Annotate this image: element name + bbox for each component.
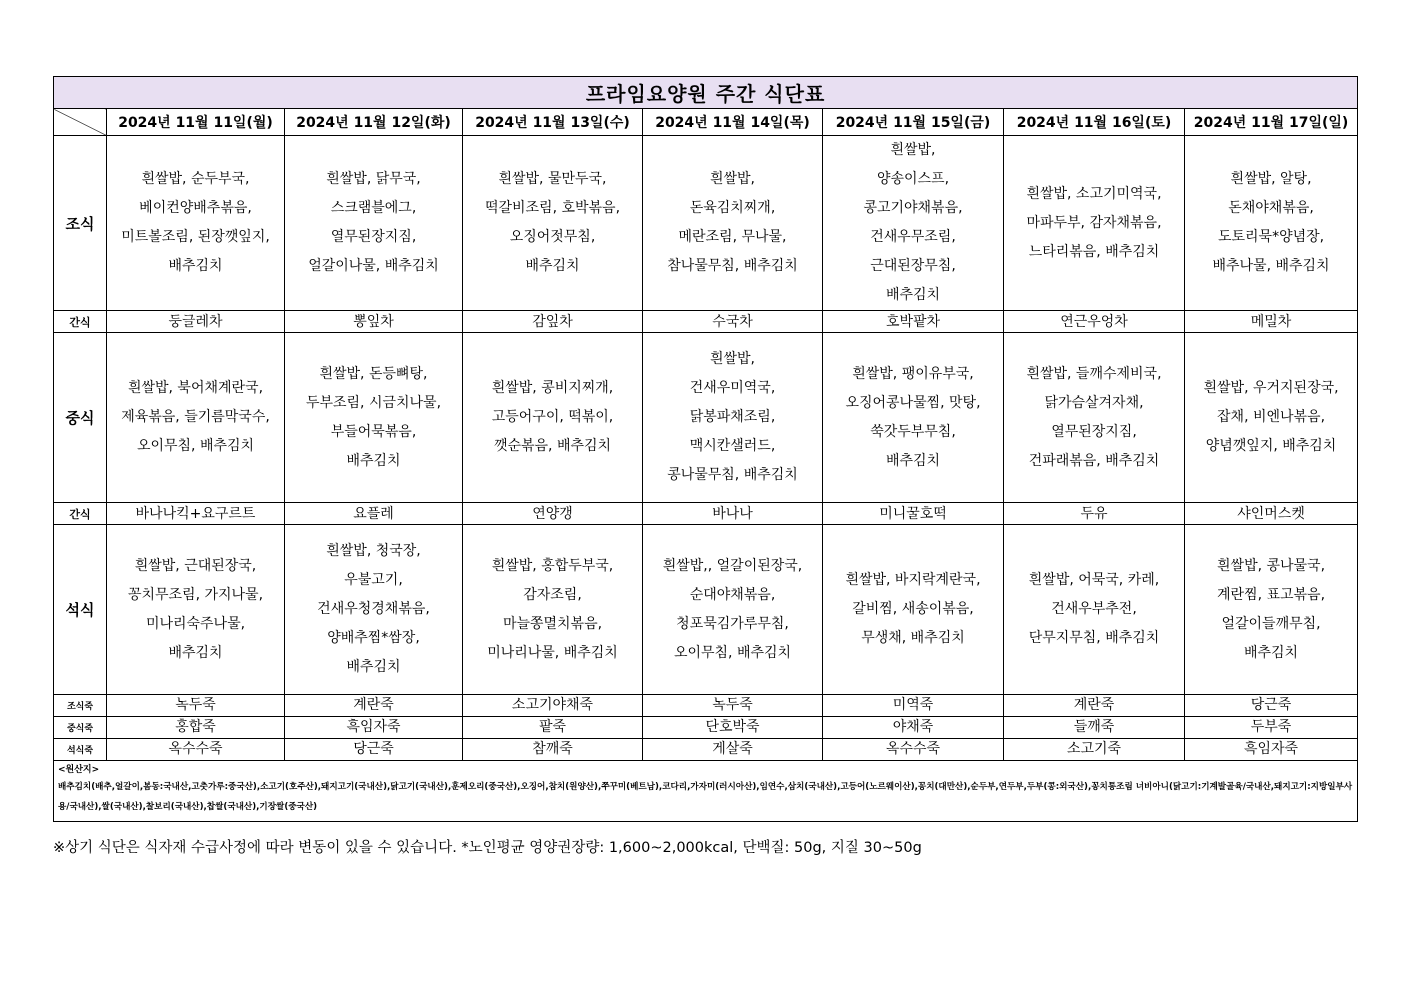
breakfast-cell: [1185, 136, 1358, 311]
menu-line: 오이무침, 배추김치: [136, 438, 255, 454]
origin-info: [54, 761, 1358, 822]
menu-line: 콩나물무침, 배추김치: [667, 467, 798, 483]
menu-line: 고등어구이, 떡볶이,: [491, 409, 614, 425]
porridge-cell: 단호박죽: [643, 717, 823, 739]
menu-line: 흰쌀밥,: [890, 142, 936, 158]
snack-cell: 요플레: [285, 503, 463, 525]
menu-line: 흰쌀밥,: [709, 351, 756, 367]
date-header-row: [54, 109, 1358, 136]
menu-line: 배추김치: [168, 258, 223, 274]
menu-line: 우불고기,: [344, 572, 403, 588]
snack-cell: 메밀차: [1185, 311, 1358, 333]
porridge-cell: 두부죽: [1185, 717, 1358, 739]
dinner-porridge-row: [54, 739, 1358, 761]
menu-line: 흰쌀밥, 물만두국,: [498, 171, 607, 187]
day-header: 2024년 11월 16일(토): [1004, 109, 1185, 136]
menu-line: 양송이스프,: [876, 171, 950, 187]
breakfast-cell: [823, 136, 1004, 311]
menu-line: 오징어젓무침,: [509, 229, 596, 245]
menu-line: 두부조림, 시금치나물,: [305, 394, 442, 411]
dinner-row: [54, 525, 1358, 695]
menu-line: 배추김치: [525, 258, 580, 274]
breakfast-label: 조식: [54, 136, 107, 311]
snack-cell: 호박팥차: [823, 311, 1004, 333]
menu-line: 감자조림,: [523, 586, 582, 603]
menu-line: 배추김치: [885, 452, 941, 469]
breakfast-cell: [643, 136, 823, 311]
menu-line: 꽁치무조림, 가지나물,: [127, 586, 264, 603]
menu-line: 흰쌀밥,: [709, 171, 756, 187]
menu-line: 미트볼조림, 된장깻잎지,: [121, 229, 270, 245]
menu-line: 떡갈비조림, 호박볶음,: [484, 200, 621, 216]
afternoon-snack-row: [54, 503, 1358, 525]
menu-line: 흰쌀밥, 우거지된장국,: [1203, 380, 1339, 396]
menu-line: 깻순볶음, 배추김치: [493, 438, 612, 454]
menu-line: 마늘쫑멸치볶음,: [502, 615, 603, 632]
menu-line: 얼갈이들깨무침,: [1221, 615, 1321, 632]
porridge-cell: 녹두죽: [643, 695, 823, 717]
breakfast-row: [54, 136, 1358, 311]
lunch-cell: [643, 333, 823, 503]
menu-line: 건새우미역국,: [689, 380, 776, 396]
origin-text: 배추김치(배추,얼갈이,봄동:국내산,고춧가루:중국산),소고기(호주산),돼지고기(국내산),닭고기(국내산),훈제오리(중국산),오징어,참치(원양산),쭈꾸미(베트남),코다리,가자미(러시아산),임연수,삼치(국내산),고등어(노르웨이산),꽁치(대만산),순두부,연두부,두부(콩:외국산),꽁치통조림 너비아니(닭고기:기계발골육/국내산,돼지고기:지방일부사용/국내산),쌀(국내산),찰보리(국내산),찹쌀(국내산),기장쌀(중국산): [58, 782, 1353, 812]
snack-cell: 뽕잎차: [285, 311, 463, 333]
breakfast-cell: [285, 136, 463, 311]
day-header: 2024년 11월 11일(월): [107, 109, 285, 136]
dinner-label: 석식: [54, 525, 107, 695]
porridge-cell: 옥수수죽: [107, 739, 285, 761]
lunch-cell: [1185, 333, 1358, 503]
menu-line: 참나물무침, 배추김치: [667, 258, 798, 274]
menu-line: 얼갈이나물, 배추김치: [308, 258, 439, 274]
menu-line: 건새우부추전,: [1051, 601, 1137, 617]
porridge-cell: 소고기야채죽: [463, 695, 643, 717]
menu-line: 흰쌀밥, 바지락계란국,: [845, 572, 981, 588]
dinner-cell: [1185, 525, 1358, 695]
menu-line: 돈채야채볶음,: [1228, 200, 1314, 216]
menu-line: 배추김치: [168, 644, 223, 661]
menu-line: 갈비찜, 새송이볶음,: [852, 601, 974, 617]
menu-line: 오징어콩나물찜, 맛탕,: [845, 394, 981, 411]
menu-line: 배추나물, 배추김치: [1212, 258, 1330, 274]
corner-cell: [54, 109, 107, 136]
porridge-cell: 게살죽: [643, 739, 823, 761]
lunch-cell: [823, 333, 1004, 503]
breakfast-cell: [107, 136, 285, 311]
menu-line: 건새우청경채볶음,: [317, 601, 430, 617]
menu-line: 무생채, 배추김치: [861, 630, 965, 646]
dinner-cell: [463, 525, 643, 695]
menu-line: 잡채, 비엔나볶음,: [1217, 409, 1326, 425]
menu-line: 콩고기야채볶음,: [863, 200, 963, 216]
menu-line: 오이무침, 배추김치: [673, 644, 792, 661]
menu-line: 마파두부, 감자채볶음,: [1026, 214, 1162, 231]
menu-line: 근대된장무침,: [870, 258, 956, 274]
morning-snack-row: [54, 311, 1358, 333]
porridge-cell: 당근죽: [285, 739, 463, 761]
lunch-cell: [463, 333, 643, 503]
menu-line: 흰쌀밥, 근대된장국,: [134, 557, 257, 574]
snack-label: 간식: [54, 311, 107, 333]
menu-line: 단무지무침, 배추김치: [1028, 630, 1160, 646]
porridge-cell: 소고기죽: [1004, 739, 1185, 761]
weekly-menu-table: [53, 76, 1358, 822]
menu-line: 배추김치: [1243, 644, 1299, 661]
menu-line: 열무된장지짐,: [1051, 423, 1137, 440]
origin-title: <원산지>: [58, 765, 100, 775]
menu-line: 돈육김치찌개,: [689, 200, 776, 216]
menu-line: 계란찜, 표고볶음,: [1217, 586, 1326, 603]
lunch-row: [54, 333, 1358, 503]
menu-line: 양념깻잎지, 배추김치: [1205, 438, 1337, 454]
menu-line: 배추김치: [346, 659, 401, 675]
porridge-cell: 녹두죽: [107, 695, 285, 717]
menu-line: 맥시칸샐러드,: [689, 438, 776, 454]
lunch-porridge-label: 중식죽: [54, 717, 107, 739]
dinner-cell: [285, 525, 463, 695]
menu-line: 흰쌀밥, 홍합두부국,: [491, 557, 614, 574]
day-header: 2024년 11월 12일(화): [285, 109, 463, 136]
porridge-cell: 홍합죽: [107, 717, 285, 739]
menu-line: 흰쌀밥, 북어채계란국,: [127, 380, 264, 396]
menu-title: 프라임요양원 주간 식단표: [54, 77, 1358, 109]
dinner-cell: [107, 525, 285, 695]
day-header: 2024년 11월 15일(금): [823, 109, 1004, 136]
snack-cell: 연근우엉차: [1004, 311, 1185, 333]
lunch-cell: [107, 333, 285, 503]
menu-line: 건새우무조림,: [870, 229, 956, 245]
origin-row: [54, 761, 1358, 822]
porridge-cell: 미역죽: [823, 695, 1004, 717]
menu-line: 베이컨양배추볶음,: [139, 200, 252, 216]
menu-line: 흰쌀밥, 콩나물국,: [1217, 557, 1326, 574]
footer-note: ※상기 식단은 식자재 수급사정에 따라 변동이 있을 수 있습니다. *노인평균 영양권장량: 1,600~2,000kcal, 단백질: 50g, 지질 30~50g: [53, 840, 922, 856]
snack-cell: 둥글레차: [107, 311, 285, 333]
menu-line: 흰쌀밥, 어묵국, 카레,: [1028, 572, 1160, 588]
snack-cell: 수국차: [643, 311, 823, 333]
menu-line: 흰쌀밥, 팽이유부국,: [852, 365, 974, 382]
snack-cell: 연양갱: [463, 503, 643, 525]
menu-line: 스크램블에그,: [330, 200, 417, 216]
dinner-porridge-label: 석식죽: [54, 739, 107, 761]
menu-line: 흰쌀밥, 들깨수제비국,: [1026, 365, 1162, 382]
dinner-cell: [643, 525, 823, 695]
menu-line: 닭가슴살겨자채,: [1044, 394, 1144, 411]
menu-line: 도토리묵*양념장,: [1217, 229, 1325, 245]
menu-line: 청포묵김가루무침,: [676, 615, 789, 632]
snack-cell: 바나나: [643, 503, 823, 525]
breakfast-cell: [463, 136, 643, 311]
breakfast-porridge-row: [54, 695, 1358, 717]
snack-cell: 샤인머스켓: [1185, 503, 1358, 525]
day-header: 2024년 11월 14일(목): [643, 109, 823, 136]
porridge-cell: 참깨죽: [463, 739, 643, 761]
breakfast-porridge-label: 조식죽: [54, 695, 107, 717]
menu-line: 배추김치: [885, 287, 941, 303]
menu-line: 흰쌀밥, 콩비지찌개,: [491, 380, 614, 396]
lunch-porridge-row: [54, 717, 1358, 739]
menu-line: 흰쌀밥, 돈등뼈탕,: [319, 365, 428, 382]
menu-line: 순대야채볶음,: [689, 586, 776, 603]
menu-line: 쑥갓두부무침,: [870, 423, 956, 440]
menu-line: 미나리숙주나물,: [145, 615, 246, 632]
porridge-cell: 계란죽: [285, 695, 463, 717]
snack-cell: 두유: [1004, 503, 1185, 525]
menu-line: 양배추찜*쌈장,: [327, 630, 420, 646]
day-header: 2024년 11월 17일(일): [1185, 109, 1358, 136]
breakfast-cell: [1004, 136, 1185, 311]
menu-line: 흰쌀밥, 순두부국,: [141, 171, 250, 187]
menu-line: 부들어묵볶음,: [330, 423, 417, 440]
menu-line: 열무된장지짐,: [330, 229, 417, 245]
porridge-cell: 계란죽: [1004, 695, 1185, 717]
menu-line: 건파래볶음, 배추김치: [1028, 452, 1160, 469]
porridge-cell: 팥죽: [463, 717, 643, 739]
snack-label: 간식: [54, 503, 107, 525]
menu-line: 배추김치: [346, 452, 401, 469]
lunch-label: 중식: [54, 333, 107, 503]
porridge-cell: 들깨죽: [1004, 717, 1185, 739]
dinner-cell: [823, 525, 1004, 695]
menu-line: 흰쌀밥, 알탕,: [1230, 171, 1312, 187]
menu-line: 느타리볶음, 배추김치: [1028, 243, 1160, 260]
snack-cell: 바나나킥+요구르트: [107, 503, 285, 525]
menu-line: 제육볶음, 들기름막국수,: [121, 409, 270, 425]
porridge-cell: 야채죽: [823, 717, 1004, 739]
day-header: 2024년 11월 13일(수): [463, 109, 643, 136]
porridge-cell: 흑임자죽: [1185, 739, 1358, 761]
porridge-cell: 옥수수죽: [823, 739, 1004, 761]
dinner-cell: [1004, 525, 1185, 695]
menu-line: 메란조림, 무나물,: [678, 229, 787, 245]
menu-line: 미나리나물, 배추김치: [487, 644, 618, 661]
porridge-cell: 흑임자죽: [285, 717, 463, 739]
lunch-cell: [1004, 333, 1185, 503]
menu-line: 흰쌀밥, 소고기미역국,: [1026, 185, 1162, 202]
snack-cell: 감잎차: [463, 311, 643, 333]
menu-line: 흰쌀밥, 닭무국,: [326, 171, 421, 187]
menu-line: 흰쌀밥, 청국장,: [326, 543, 421, 559]
snack-cell: 미니꿀호떡: [823, 503, 1004, 525]
lunch-cell: [285, 333, 463, 503]
porridge-cell: 당근죽: [1185, 695, 1358, 717]
menu-line: 흰쌀밥,, 얼갈이된장국,: [662, 557, 803, 574]
menu-line: 닭봉파채조림,: [689, 409, 776, 425]
